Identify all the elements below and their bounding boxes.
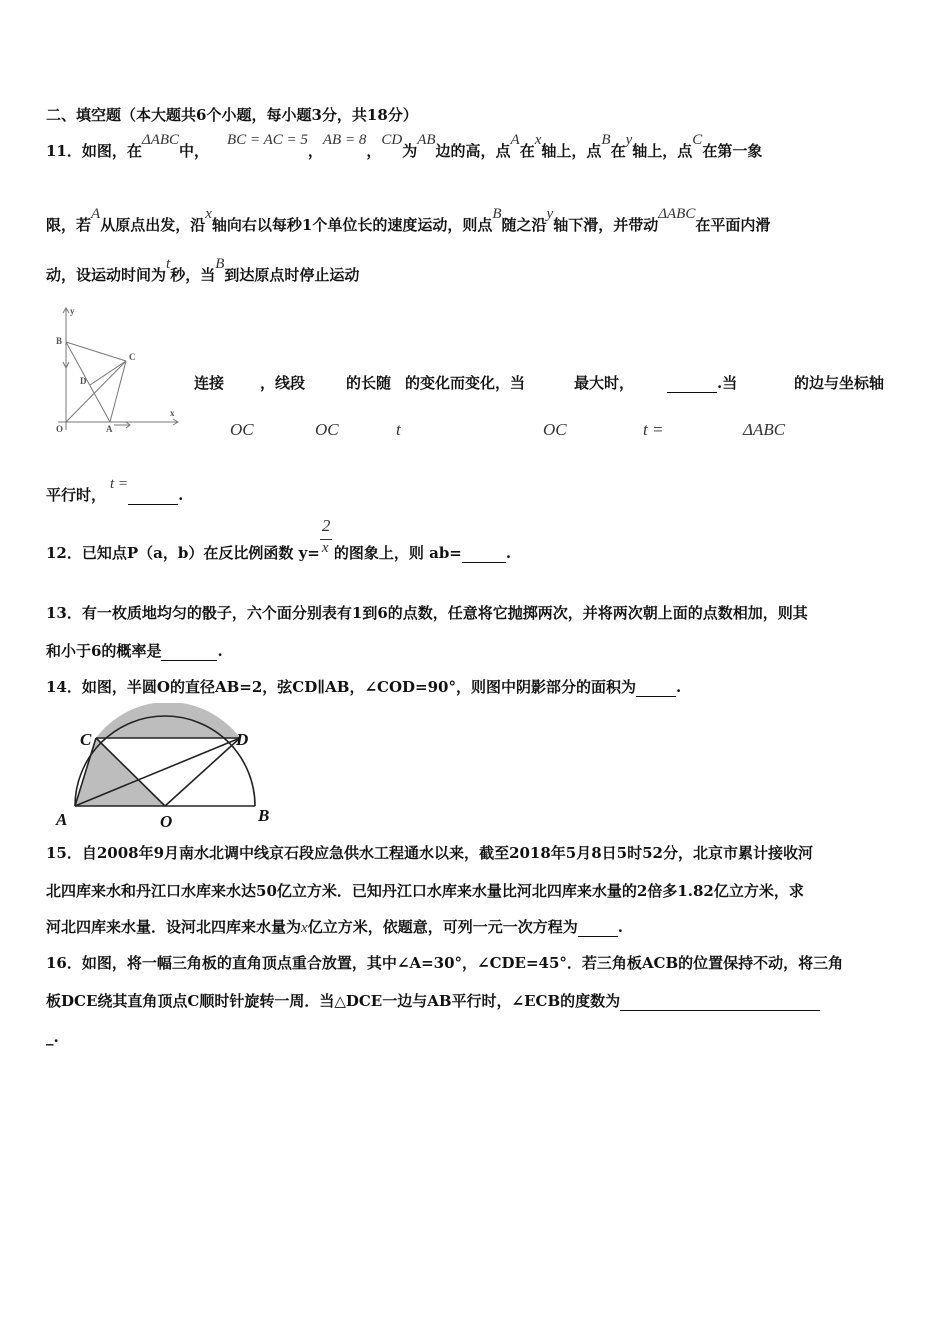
q11-number: 11． <box>46 142 82 160</box>
q15-line-2: 北四库来水和丹江口水库来水达50亿立方米．已知丹江口水库来水量比河北四库来水量的2倍多1.82亿立方米，求 <box>46 882 804 900</box>
q15-blank <box>578 918 618 937</box>
q11-coordinate-figure <box>52 304 186 436</box>
fig11-label-x: x <box>170 408 175 418</box>
fig14-label-c: C <box>80 730 92 749</box>
fig11-label-y: y <box>70 306 75 316</box>
fig11-label-o: O <box>56 424 64 434</box>
q11-blank-1: .当 <box>667 372 737 393</box>
q11-blank-2 <box>128 486 178 505</box>
q15-number: 15． <box>46 844 82 862</box>
q12-number: 12． <box>46 544 82 562</box>
fig14-label-o: O <box>160 812 173 831</box>
q12-blank <box>462 544 506 563</box>
q11-line-1: 11．如图，在ΔABC中，BC = AC = 5，AB = 8，CD为AB边的高，点A在x轴上，点B在y轴上，点C在第一象 <box>46 132 763 160</box>
q16-number: 16． <box>46 954 82 972</box>
q13-blank <box>161 642 217 661</box>
fig14-label-a: A <box>56 810 68 829</box>
q16-blank <box>620 992 820 1011</box>
fig11-label-c: C <box>129 352 136 362</box>
fig14-label-d: D <box>236 730 249 749</box>
q12-fraction: $\frac{2}{x}$ <box>321 516 331 556</box>
q16-line-2: 板DCE绕其直角顶点C顺时针旋转一周．当△DCE一边与AB平行时，∠ECB的度数为 <box>46 990 820 1011</box>
q12-line: 12．已知点P（a，b）在反比例函数 y= $\frac{2}{x}$ 的图象上，则 ab= . <box>46 516 512 562</box>
q15-line-1: 15．自2008年9月南水北调中线京石段应急供水工程通水以来，截至2018年5月8日5时52分，北京市累计接收河 <box>46 844 813 862</box>
section-title: 二、填空题（本大题共6个小题，每小题3分，共18分） <box>46 106 418 124</box>
fig11-label-d: D <box>80 376 87 386</box>
q11-line-5: 平行时，t = . <box>46 476 184 504</box>
q14-blank <box>636 678 676 697</box>
q14-number: 14． <box>46 678 82 696</box>
q13-line-1: 13．有一枚质地均匀的骰子，六个面分别表有1到6的点数，任意将它抛掷两次，并将两次朝上面的点数相加，则其 <box>46 604 808 622</box>
q16-line-3: _. <box>46 1028 59 1046</box>
q14-semicircle-figure <box>44 703 276 831</box>
q16-line-1: 16．如图，将一幅三角板的直角顶点重合放置，其中∠A=30°，∠CDE=45°．若三角板ACB的位置保持不动，将三角 <box>46 954 844 972</box>
q11-line-2: 限，若A从原点出发，沿x轴向右以每秒1个单位长的速度运动，则点B随之沿y轴下滑，并带动ΔABC在平面内滑 <box>46 206 771 234</box>
fig14-label-b: B <box>258 806 270 825</box>
q13-line-2: 和小于6的概率是 . <box>46 642 223 660</box>
fig11-label-b: B <box>56 336 63 346</box>
q13-number: 13． <box>46 604 82 622</box>
fig11-label-a: A <box>106 424 113 434</box>
q11-line-3: 动，设运动时间为t秒，当B到达原点时停止运动 <box>46 256 360 284</box>
q15-line-3: 河北四库来水量．设河北四库来水量为x亿立方米，依题意，可列一元一次方程为 . <box>46 918 623 936</box>
q14-line: 14．如图，半圆O的直径AB=2，弦CD∥AB，∠COD=90°，则图中阴影部分的面积为 . <box>46 678 682 696</box>
